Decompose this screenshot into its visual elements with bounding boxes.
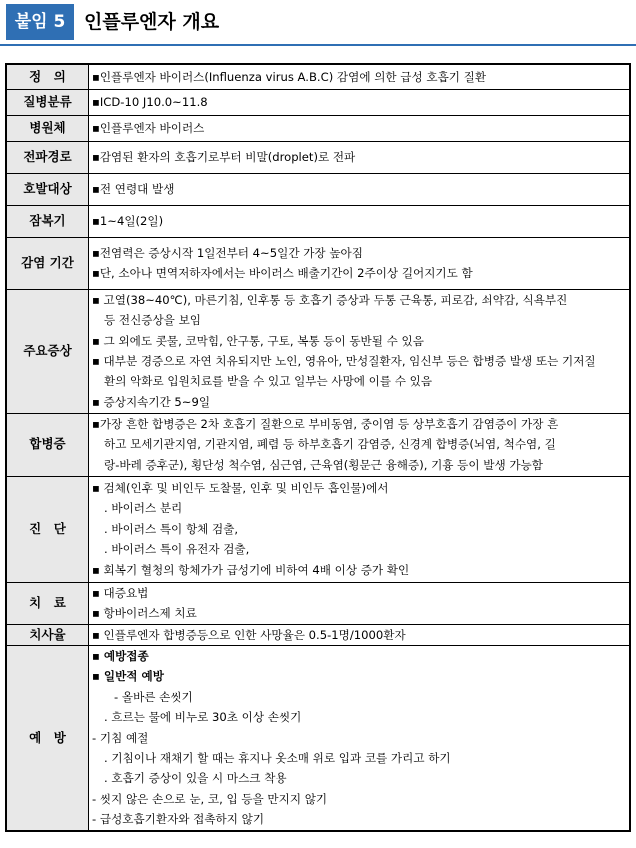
content-line: ▪ 회복기 혈청의 항체가가 급성기에 비하여 4배 이상 증가 확인 (92, 562, 410, 577)
row-content (89, 205, 631, 237)
row-label: 호발대상 (6, 173, 89, 205)
row-content (89, 115, 631, 141)
table-row (6, 476, 630, 582)
header-rule (0, 44, 636, 46)
content-line: ▪ 항바이러스제 치료 (92, 606, 197, 620)
table-row (6, 624, 630, 645)
content-line: - 올바른 손씻기 (114, 689, 193, 704)
content-line: ▪ 대부분 경증으로 자연 치유되지만 노인, 영유아, 만성질환자, 임신부 등은 합병증 발생 또는 기저질 (92, 354, 596, 368)
row-content (89, 582, 631, 624)
content-line: ▪ 그 외에도 콧물, 코막힘, 안구통, 구토, 복통 등이 동반될 수 있음 (92, 333, 424, 348)
content-line: 하고 모세기관지염, 기관지염, 폐렴 등 하부호흡기 감염증, 신경계 합병증(뇌염, 척수염, 길 (104, 437, 556, 452)
row-content (89, 89, 631, 115)
page-title: 인플루엔자 개요 (84, 11, 220, 33)
content-line: . 호흡기 증상이 있을 시 마스크 착용 (104, 771, 287, 786)
row-content (89, 476, 631, 582)
row-label: 감염 기간 (6, 237, 89, 289)
table-row (6, 89, 630, 115)
row-label: 정 의 (6, 64, 89, 89)
table-row (6, 64, 630, 89)
content-line: . 바이러스 특이 유전자 검출, (104, 542, 250, 557)
content-line: 등 전신증상을 보임 (104, 313, 201, 328)
content-line: ▪감염된 환자의 호흡기로부터 비말(droplet)로 전파 (92, 149, 356, 164)
content-line: ▪ 일반적 예방 (92, 669, 164, 684)
row-content (89, 624, 631, 645)
content-line: ▪인플루엔자 바이러스 (92, 120, 205, 135)
row-content (89, 173, 631, 205)
row-label: 합병증 (6, 413, 89, 476)
content-line: ▪전 연령대 발생 (92, 181, 175, 196)
table-row (6, 645, 630, 830)
content-line: . 기침이나 재채기 할 때는 휴지나 옷소매 위로 입과 코를 가리고 하기 (104, 750, 451, 765)
content-line: . 바이러스 특이 항체 검출, (104, 521, 239, 536)
row-label: 주요증상 (6, 289, 89, 413)
content-line: ▪가장 흔한 합병증은 2차 호흡기 질환으로 부비동염, 중이염 등 상부호흡기 감염증이 가장 흔 (92, 416, 559, 431)
content-line: ▪ 대증요법 (92, 585, 149, 600)
content-line: ▪단, 소아나 면역저하자에서는 바이러스 배출기간이 2주이상 길어지기도 함 (92, 266, 473, 280)
content-line: 랑-바레 증후군), 횡단성 척수염, 심근염, 근육염(횡문근 융해증), 기흉 등이 발생 가능함 (104, 457, 543, 472)
content-line: ▪ 고열(38~40℃), 마른기침, 인후통 등 호흡기 증상과 두통 근육통, 피로감, 쇠약감, 식욕부진 (92, 292, 568, 307)
table-row (6, 141, 630, 173)
row-label: 잠복기 (6, 205, 89, 237)
row-label: 치 료 (6, 582, 89, 624)
influenza-overview-table (5, 63, 631, 832)
content-line: - 씻지 않은 손으로 눈, 코, 입 등을 만지지 않기 (92, 791, 328, 806)
row-label: 질병분류 (6, 89, 89, 115)
table-row (6, 115, 630, 141)
row-content (89, 413, 631, 476)
content-line: . 바이러스 분리 (104, 501, 183, 516)
content-line: ▪ICD-10 J10.0~11.8 (92, 94, 208, 109)
row-label: 진 단 (6, 476, 89, 582)
row-label: 전파경로 (6, 141, 89, 173)
content-line: ▪ 증상지속기간 5~9일 (92, 394, 211, 409)
row-content (89, 289, 631, 413)
content-line: ▪ 검체(인후 및 비인두 도찰물, 인후 및 비인두 흡인물)에서 (92, 480, 389, 495)
content-line: ▪1~4일(2일) (92, 213, 164, 228)
content-line: ▪ 인플루엔자 합병증등으로 인한 사망율은 0.5-1명/1000환자 (92, 627, 406, 642)
content-line: 환의 악화로 입원치료를 받을 수 있고 일부는 사망에 이를 수 있음 (104, 374, 433, 389)
content-line: . 흐르는 물에 비누로 30초 이상 손씻기 (104, 710, 302, 725)
row-content (89, 645, 631, 830)
content-line: ▪ 예방접종 (92, 648, 149, 663)
table-row (6, 289, 630, 413)
content-line: ▪전염력은 증상시작 1일전부터 4~5일간 가장 높아짐 (92, 245, 363, 260)
table-row (6, 173, 630, 205)
row-content (89, 237, 631, 289)
row-content (89, 141, 631, 173)
row-label: 예 방 (6, 645, 89, 830)
row-content (89, 64, 631, 89)
table-row (6, 237, 630, 289)
content-line: ▪인플루엔자 바이러스(Influenza virus A.B.C) 감염에 의한 급성 호흡기 질환 (92, 69, 487, 84)
content-line: - 급성호흡기환자와 접촉하지 않기 (92, 812, 265, 827)
attachment-badge: 붙임 5 (6, 4, 74, 40)
table-row (6, 205, 630, 237)
content-line: - 기침 예절 (92, 730, 149, 745)
page-header (0, 0, 636, 46)
row-label: 병원체 (6, 115, 89, 141)
table-row (6, 582, 630, 624)
table-row (6, 413, 630, 476)
row-label: 치사율 (6, 624, 89, 645)
